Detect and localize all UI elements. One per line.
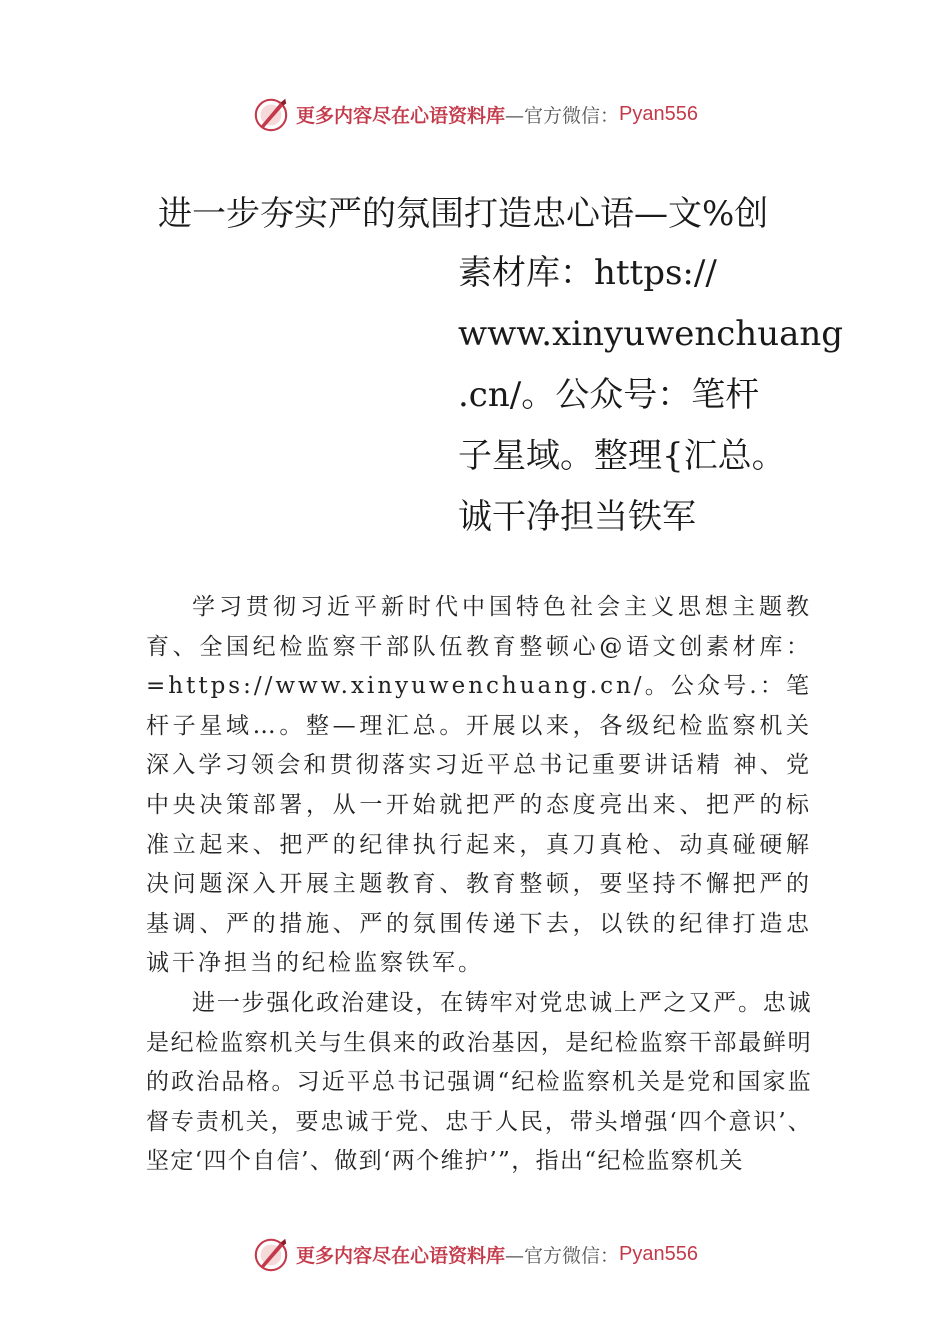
banner-wechat-id: Pyan556	[619, 1242, 698, 1265]
title-line: 子星域。整理{汇总。	[458, 436, 786, 476]
banner-library-text: 更多内容尽在心语资料库	[296, 1244, 506, 1267]
banner-wechat-label: —官方微信：	[505, 104, 620, 127]
document-title: 进一步夯实严的氛围打造忠心语—文%创	[158, 194, 769, 234]
title-line: 素材库：https://	[458, 253, 717, 293]
footer-banner	[0, 1232, 950, 1276]
pen-logo-icon	[252, 1235, 290, 1273]
title-line: 诚干净担当铁军	[458, 497, 696, 537]
document-body	[146, 588, 812, 1182]
paragraph: 进一步强化政治建设，在铸牢对党忠诚上严之又严。忠诚是纪检监察机关与生俱来的政治基因，是纪检监察干部最鲜明的政治品格。习近平总书记强调“纪检监察机关是党和国家监督专责机关，要忠诚于党、忠于人民，带头增强‘四个意识’、坚定‘四个自信’、做到‘两个维护’”，指出“纪检监察机关	[146, 989, 812, 1175]
header-banner	[0, 92, 950, 136]
document-title-continued	[458, 243, 844, 548]
title-line: .cn/。公众号：笔杆	[458, 375, 760, 415]
banner-wechat-id: Pyan556	[619, 102, 698, 125]
banner-library-text: 更多内容尽在心语资料库	[296, 104, 506, 127]
title-line: www.xinyuwenchuang	[458, 314, 844, 354]
banner-wechat-label: —官方微信：	[505, 1244, 620, 1267]
paragraph: 学习贯彻习近平新时代中国特色社会主义思想主题教育、全国纪检监察干部队伍教育整顿心@语文创素材库：=https://www.xinyuwenchuang.cn/。公众号.：笔杆子星域…。整—理汇总。开展以来，各级纪检监察机关深入学习领会和贯彻落实习近平总书记重要讲话精 神、党中央决策部署，从一开始就把严的态度亮出来、把严的标准立起来、把严的纪律执行起来，真刀真枪、动真碰硬解决问题深入开展主题教育、教育整顿，要坚持不懈把严的基调、严的措施、严的氛围传递下去，以铁的纪律打造忠 诚干净担当的纪检监察铁军。	[146, 594, 812, 977]
pen-logo-icon	[252, 95, 290, 133]
